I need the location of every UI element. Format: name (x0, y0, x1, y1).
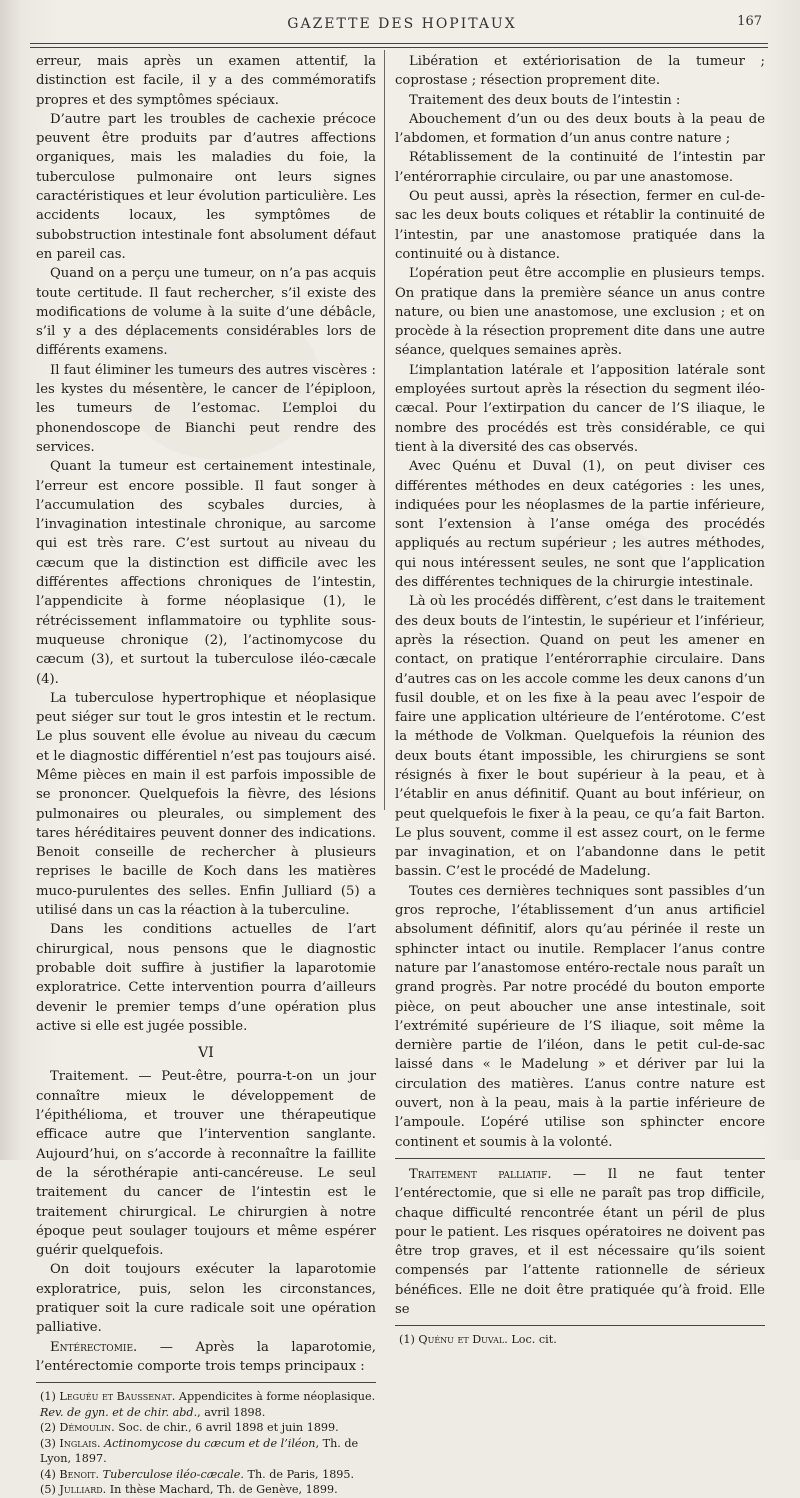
footnote-title: Actinomycose du cæcum et de l’iléon (104, 1436, 316, 1450)
footnote-title: Rev. de gyn. et de chir. abd. (40, 1405, 198, 1419)
footnote-author: Inglais. (59, 1436, 101, 1450)
paragraph: Traitement des deux bouts de l’intestin : (409, 92, 681, 108)
footnote-author: Quénu et Duval. (418, 1333, 508, 1347)
paragraph: Avec Quénu et Duval (1), on peut diviser ces différentes méthodes en deux catégories : les unes, indiquées pour les néoplasmes de la partie inférieure, sont l’extension à l’anse oméga des procédés appliqués au rectum supérieur ; les autres méthodes, qui nous intéressent seules, ne sont que l’application des différentes techniques de la chirurgie intestinale. (395, 459, 765, 591)
footnote-text: Loc. cit. (507, 1333, 557, 1347)
paragraph: Là où les procédés diffèrent, c’est dans le traitement des deux bouts de l’intestin, le supérieur et l’inférieur, après la résection. Quand on peut les amener en contact, on pratique l’entérorraphie circulaire. Dans d’autres cas on les accole comme les deux canons d’un fusil double, et on les fixe à la peau avec l’espoir de faire une application ultérieure de l’entérotome. C’est la méthode de Volkman. Quelquefois la réunion des deux bouts étant impossible, les chirurgiens se sont résignés à fixer le bout supérieur à la peau, et à l’établir en anus définitif. Quant au bout inférieur, on peut quelquefois le fixer à la peau, ce qu’a fait Barton. Le plus souvent, comme il est assez court, on le ferme par invagination, et on l’abandonne dans le petit bassin. C’est le procédé de Madelung. (395, 594, 765, 880)
footnote (36, 1389, 376, 1420)
footnote-title: Tuberculose iléo-cæcale. (102, 1467, 244, 1481)
paragraph-lead: Traitement palliatif. — (409, 1166, 587, 1182)
paragraph: Quand on a perçu une tumeur, on n’a pas acquis toute certitude. Il faut rechercher, s’il existe des modifications de volume à la suite d’une débâcle, s’il y a des déplacements considérables lors de différents examens. (36, 266, 376, 359)
paragraph (36, 1338, 376, 1377)
footnote (395, 1332, 765, 1348)
footnote-tail: Th. de Paris, 1895. (243, 1467, 355, 1481)
paragraph: Libération et extériorisation de la tumeur ; coprostase ; résection proprement dite. (395, 54, 765, 89)
footnote-author: Démoulin. (59, 1421, 115, 1435)
footnote-separator (36, 1382, 376, 1383)
paragraph: L’opération peut être accomplie en plusieurs temps. On pratique dans la première séance un anus contre nature, ou bien une anastomose, une exclusion ; et on procède à la résection proprement dite dans une autre séance, quelques semaines après. (395, 266, 765, 359)
footnote-text: In thèse Machard, Th. de Genève, 1899. (106, 1483, 338, 1497)
paragraph-lead: Entérectomie. — (50, 1339, 173, 1355)
header-rule-thin (30, 47, 768, 48)
page-number: 167 (737, 14, 762, 29)
footnote-text: Soc. de chir., 6 avril 1898 et juin 1899. (114, 1421, 339, 1435)
paragraph: Quant la tumeur est certainement intestinale, l’erreur est encore possible. Il faut songer à l’accumulation des scybales durcies, à l’invagination intestinale chronique, au sarcome qui est très rare. C’est surtout au niveau du cæcum que la distinction est difficile avec les différentes affections chroniques de l’intestin, l’appendicite à forme néoplasique (1), le rétrécissement inflammatoire ou typhlite sous-muqueuse chronique (2), l’actinomycose du cæcum (3), et surtout la tuberculose iléo-cæcale (4). (36, 459, 376, 687)
column-divider (384, 50, 385, 810)
footnote-number: (1) (40, 1390, 60, 1404)
footnote-number: (3) (40, 1436, 60, 1450)
right-column (395, 52, 765, 1348)
paragraph (36, 1067, 376, 1260)
footnote-author: Leguéu et Baussenat. (59, 1390, 176, 1404)
footnote-number: (1) (399, 1333, 415, 1347)
header-rule (30, 43, 768, 44)
paragraph-body: Peut-être, pourra-t-on un jour connaître mieux le développement de l’épithélioma, et trouver une thérapeutique efficace autre que l’intervention sanglante. Aujourd’hui, on s’accorde à reconnaître la faillite de la sérothérapie anti-cancéreuse. Le seul traitement du cancer de l’intestin est le traitement chirurgical. Le chirurgien à notre époque peut soulager toujours et même espérer guérir quelquefois. (36, 1069, 376, 1259)
paragraph: D’autre part les troubles de cachexie précoce peuvent être produits par d’autres affections organiques, mais les maladies du foie, la tuberculose pulmonaire ont leurs signes caractéristiques et leur évolution particulière. Les accidents locaux, les symptômes de subobstruction intestinale font absolument défaut en pareil cas. (36, 111, 376, 262)
footnote (36, 1436, 376, 1467)
paragraph (395, 1165, 765, 1319)
footnote-text: Appendicites à forme néoplasique. (175, 1390, 376, 1404)
page-header (40, 12, 764, 42)
footnote-tail: , avril 1898. (197, 1405, 266, 1419)
section-number: VI (198, 1045, 214, 1062)
paragraph-lead: Traitement. — (50, 1069, 152, 1085)
footnote-number: (4) (40, 1467, 60, 1481)
paragraph: L’implantation latérale et l’apposition latérale sont employées surtout après la résection du segment iléo-cæcal. Pour l’extirpation du cancer de l’S iliaque, le nombre des procédés est très considérable, ce qui tient à la diversité des cas observés. (395, 362, 765, 455)
paragraph: Abouchement d’un ou des deux bouts à la peau de l’abdomen, et formation d’un anus contre nature ; (395, 111, 765, 147)
journal-title: GAZETTE DES HOPITAUX (287, 16, 517, 32)
paragraph: Dans les conditions actuelles de l’art chirurgical, nous pensons que le diagnostic probable doit suffire à justifier la laparotomie exploratrice. Cette intervention pourra d’ailleurs devenir le premier temps d’une opération plus active si elle est jugée possible. (36, 922, 376, 1034)
footnote (36, 1420, 376, 1436)
footnote-author: Benoit. (59, 1467, 100, 1481)
footnote-author: Julliard. (59, 1483, 107, 1497)
paragraph: La tuberculose hypertrophique et néoplasique peut siéger sur tout le gros intestin et le rectum. Le plus souvent elle évolue au niveau du cæcum et le diagnostic différentiel n’est pas toujours aisé. Même pièces en main il est parfois impossible de se prononcer. Quelquefois la fièvre, des lésions pulmonaires ou pleurales, ou simplement des tares héréditaires peuvent donner des indications. Benoit conseille de rechercher à plusieurs reprises le bacille de Koch dans les matières muco-purulentes des selles. Enfin Julliard (5) a utilisé dans un cas la réaction à la tuberculine. (36, 690, 376, 919)
left-column (36, 52, 376, 1498)
paragraph: erreur, mais après un examen attentif, la distinction est facile, il y a des commémoratifs propres et des symptômes spéciaux. (36, 54, 376, 108)
footnote-separator (395, 1325, 765, 1326)
paragraph: Rétablissement de la continuité de l’intestin par l’entérorraphie circulaire, ou par une anastomose. (395, 150, 765, 185)
paragraph: Toutes ces dernières techniques sont passibles d’un gros reproche, l’établissement d’un anus artificiel absolument définitif, alors qu’au périnée il reste un sphincter intact ou inutile. Remplacer l’anus contre nature par l’anastomose entéro-rectale nous paraît un grand progrès. Par notre procédé du bouton emporte pièce, on peut aboucher une anse intestinale, soit l’extrémité supérieure de l’S iliaque, soit même la dernière partie de l’iléon, dans le petit cul-de-sac laissé dans « le Madelung » et dériver par lui la circulation des matières. L’anus contre nature est ouvert, non à la peau, mais à la partie inférieure de l’ampoule. L’opéré utilise son sphincter encore continent et soumis à la volonté. (395, 883, 765, 1150)
footnotes (36, 1389, 376, 1498)
paragraph: Ou peut aussi, après la résection, fermer en cul-de-sac les deux bouts coliques et rétablir la continuité de l’intestin, par une anastomose pratiquée dans la continuité ou à distance. (395, 189, 765, 262)
paragraph-body: Il ne faut tenter l’entérectomie, que si elle ne paraît pas trop difficile, chaque difficulté rencontrée étant un péril de plus pour le patient. Les risques opératoires ne doivent pas être trop graves, et il est nécessaire qu’ils soient compensés par l’attente rationnelle de sérieux bénéfices. Elle ne doit être pratiquée qu’à froid. Elle se (395, 1166, 765, 1317)
footnote-number: (2) (40, 1421, 60, 1435)
paragraph: On doit toujours exécuter la laparotomie exploratrice, puis, selon les circonstances, pratiquer soit la cure radicale soit une opération palliative. (36, 1262, 376, 1336)
paragraph: Il faut éliminer les tumeurs des autres viscères : les kystes du mésentère, le cancer de l’épiploon, les tumeurs de l’estomac. L’emploi du phonendoscope de Bianchi peut rendre des services. (36, 362, 376, 455)
footnote-tail: , Th. de Lyon, 1897. (40, 1436, 359, 1466)
section-separator (395, 1158, 765, 1159)
footnote-number: (5) (40, 1483, 60, 1497)
paragraph-body: Après la laparotomie, l’entérectomie comporte trois temps principaux : (36, 1339, 376, 1374)
footnote (36, 1482, 376, 1498)
footnote (36, 1467, 376, 1483)
